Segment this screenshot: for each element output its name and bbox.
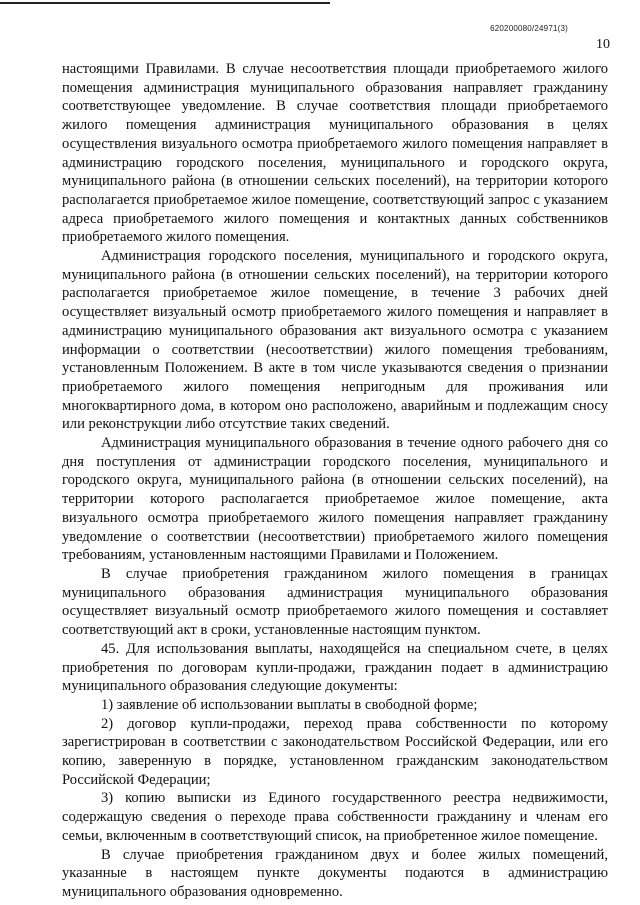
list-item-2: 2) договор купли-продажи, переход права собственности по которому зарегистрирован в соответствии с законодательством Российской Федерации, или его копию, заверенную в порядке, установленном гражданским законодательством Российской Федерации; [62, 715, 608, 788]
list-item-3: 3) копию выписки из Единого государственного реестра недвижимости, содержащую сведения о переходе права собственности гражданину и членам его семьи, включенным в соответствующий список, на приобретенное жилое помещение. [62, 790, 608, 844]
paragraph-notification: Администрация муниципального образования в течение одного рабочего дня со дня поступления от администрации городского поселения, муниципального и городского округа, муниципального района (в отношении сельских поселений), на территории которого располагается приобретаемое жилое помещение, акта визуального осмотра приобретаемого жилого помещения направляет гражданину уведомление о соответствии (несоответствии) приобретаемого жилого помещения требованиям, установленным настоящими Правилами и Положением. [62, 435, 608, 564]
paragraph-multiple-premises: В случае приобретения гражданином двух и более жилых помещений, указанные в настоящем пункте документы подаются в администрацию муниципального образования одновременно. [62, 846, 608, 900]
page-number: 10 [596, 37, 610, 52]
document-body [62, 60, 608, 902]
paragraph-inspection-by-settlement: Администрация городского поселения, муниципального и городского округа, муниципального района (в отношении сельских поселений), на территории которого располагается приобретаемое жилое помещение, в течение 3 рабочих дней осуществляет визуальный осмотр приобретаемого жилого помещения и направляет в администрацию муниципального образования акт визуального осмотра с указанием информации о соответствии (несоответствии) жилого помещения требованиям, установленным Положением. В акте в том числе указываются сведения о признании приобретаемого жилого помещения непригодным для проживания или многоквартирного дома, в котором оно расположено, аварийным и подлежащим сносу или реконструкции либо отсутствие таких сведений. [62, 248, 608, 433]
paragraph-within-municipality: В случае приобретения гражданином жилого помещения в границах муниципального образования администрация муниципального образования осуществляет визуальный осмотр приобретаемого жилого помещения и составляет соответствующий акт в сроки, установленные настоящим пунктом. [62, 565, 608, 639]
document-code: 620200080/24971(3) [490, 24, 568, 33]
paragraph-item-45: 45. Для использования выплаты, находящейся на специальном счете, в целях приобретения по договорам купли-продажи, гражданин подает в администрацию муниципального образования следующие документы: [62, 640, 608, 695]
top-border-line [0, 2, 330, 4]
paragraph-continuation: настоящими Правилами. В случае несоответствия площади приобретаемого жилого помещения администрация муниципального образования направляет гражданину соответствующее уведомление. В случае соответствия площади приобретаемого жилого помещения администрация муниципального образования в целях осуществления визуального осмотра приобретаемого жилого помещения направляет в администрацию городского поселения, муниципального и городского округа, муниципального района (в отношении сельских поселений), на территории которого располагается приобретаемое жилое помещение, соответствующий запрос с указанием адреса приобретаемого жилого помещения и контактных данных собственников приобретаемого жилого помещения. [62, 61, 608, 246]
list-item-1: 1) заявление об использовании выплаты в свободной форме; [101, 696, 478, 713]
